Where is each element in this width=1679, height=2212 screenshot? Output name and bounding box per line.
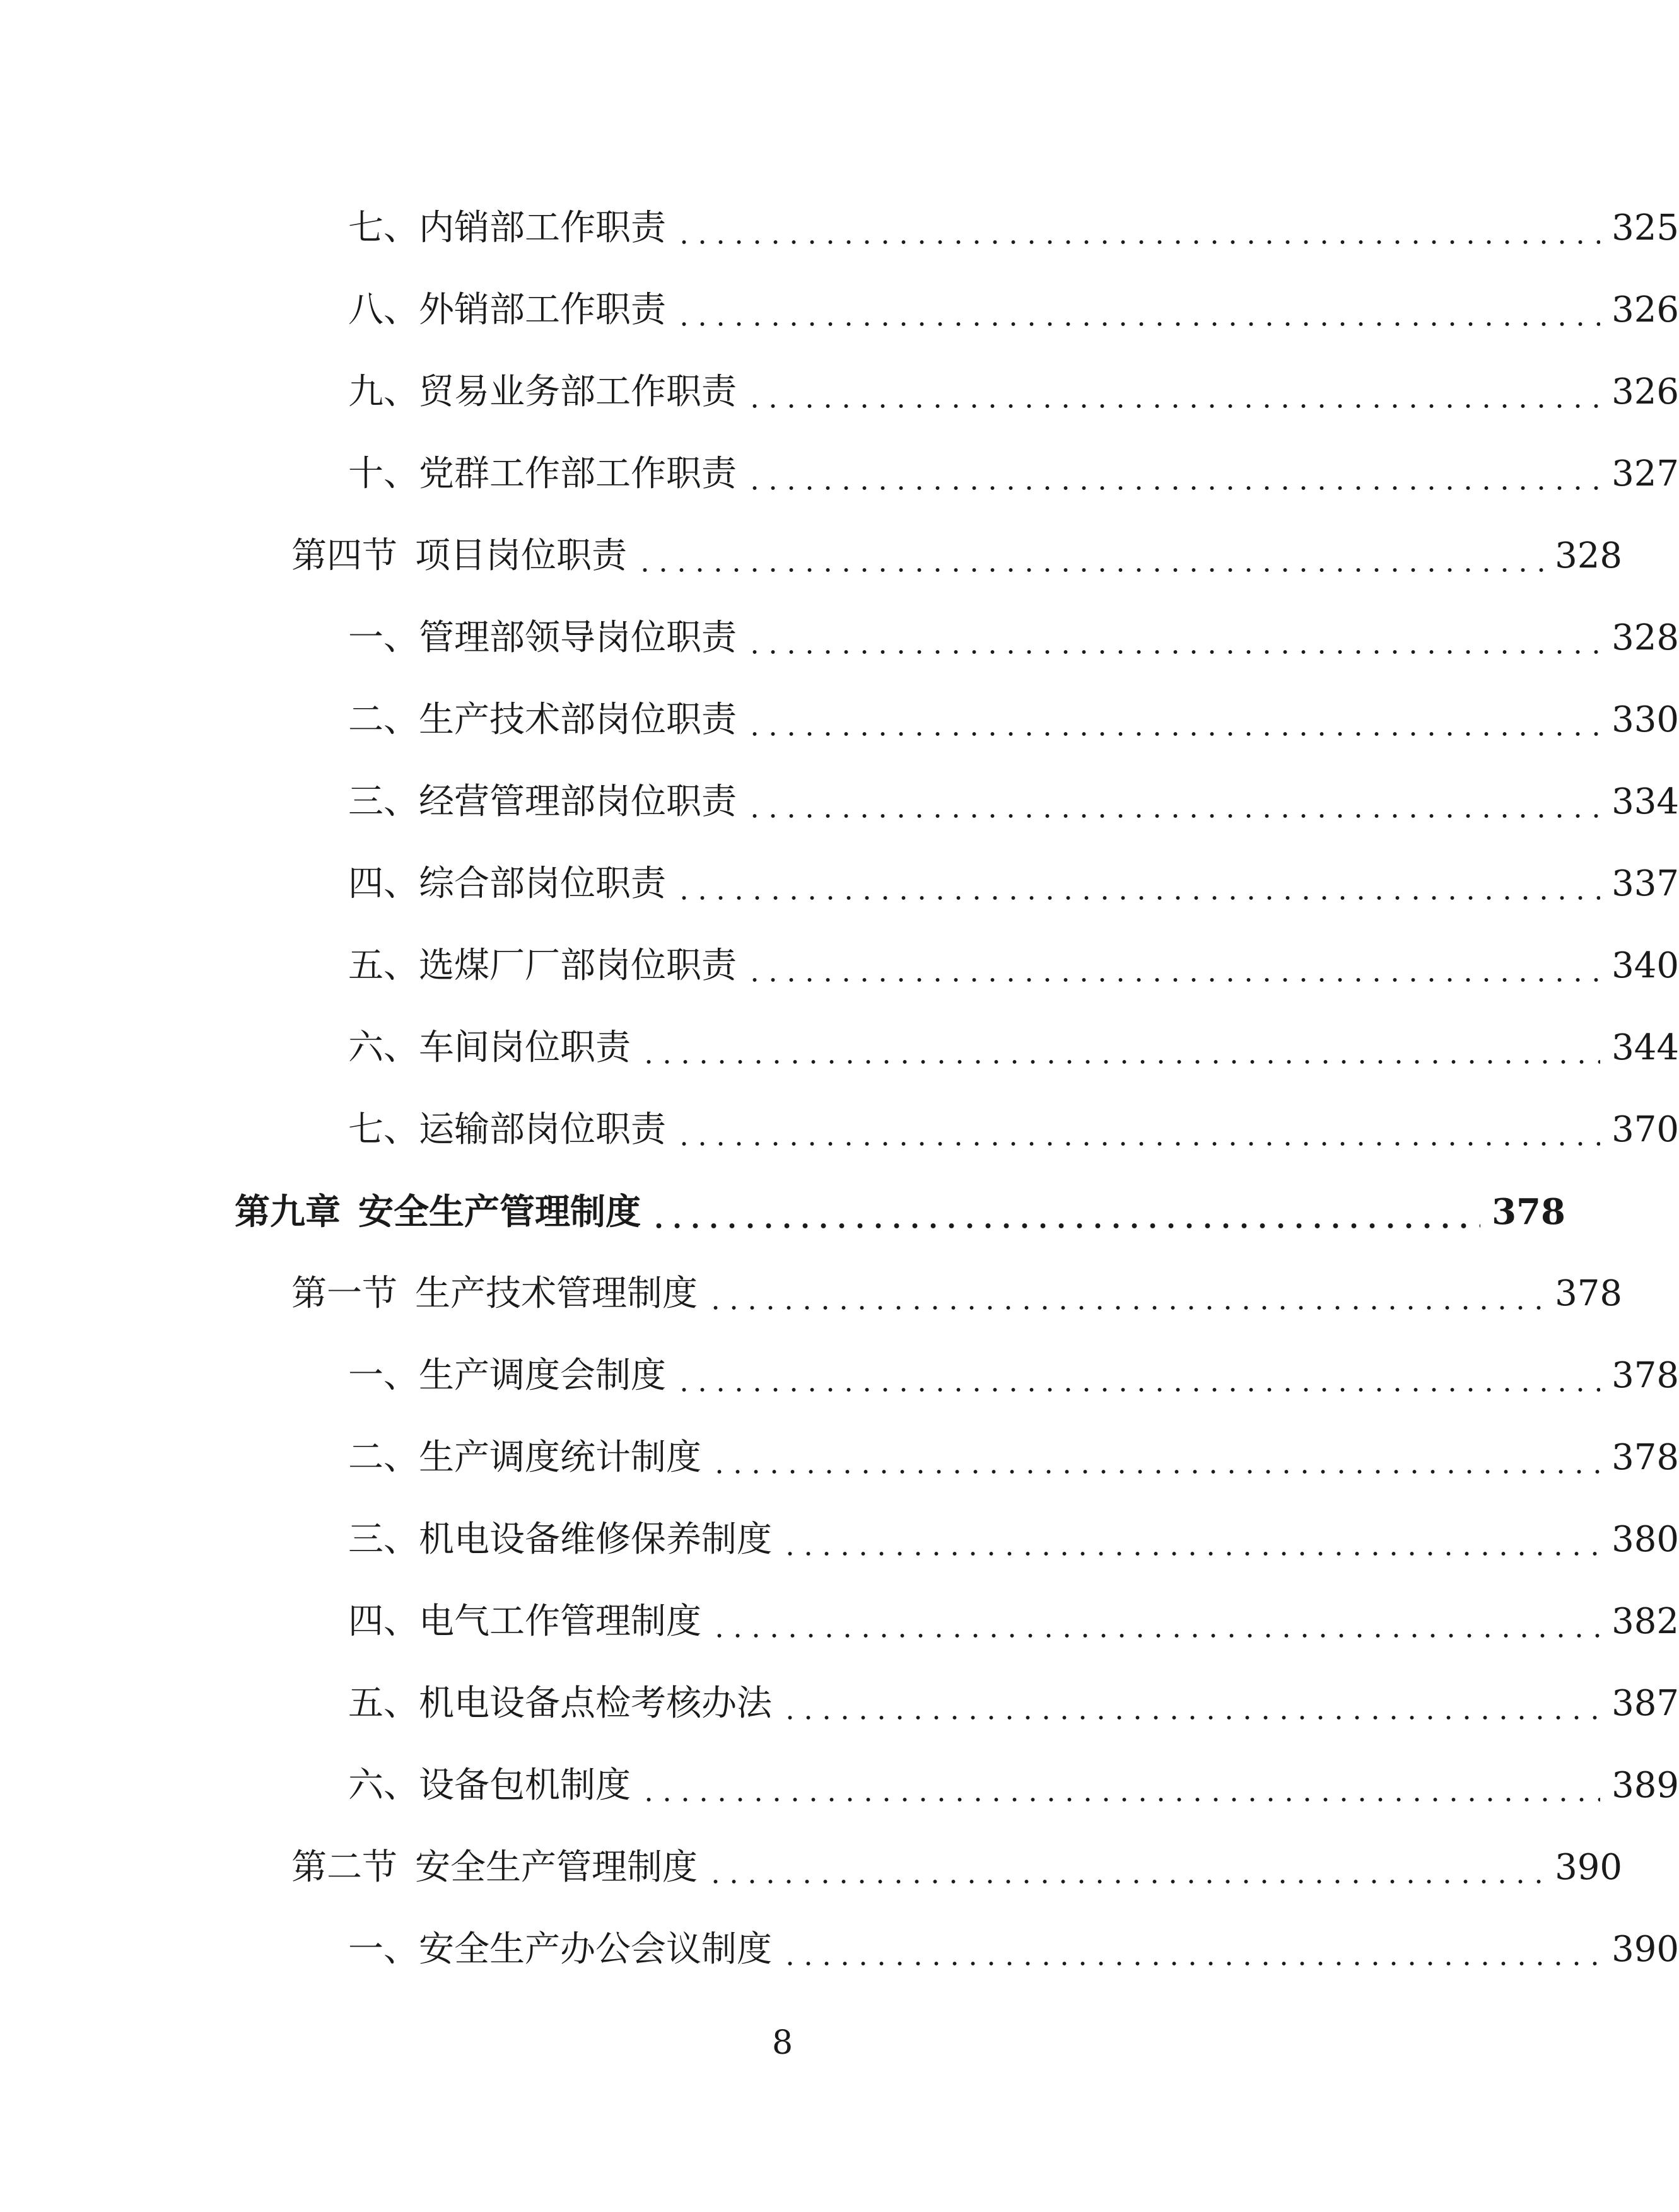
dot-leader [675, 269, 1600, 351]
toc-entry[interactable] [0, 1089, 1679, 1171]
toc-entry-title: 机电设备维修保养制度 [419, 1519, 772, 1560]
toc-chapter-title: 安全生产管理制度 [358, 1191, 641, 1233]
toc-entry-title: 运输部岗位职责 [419, 1109, 666, 1150]
toc-section-number: 第二节 [291, 1847, 397, 1888]
toc-entry[interactable] [0, 843, 1679, 925]
toc-entry-page: 378 [1612, 1437, 1679, 1478]
toc-entry-page: 328 [1612, 617, 1679, 658]
toc-entry-number: 六、 [348, 1027, 419, 1068]
toc-section-title: 项目岗位职责 [415, 535, 627, 576]
toc-entry-number: 五、 [348, 945, 419, 986]
toc-entry[interactable] [0, 597, 1679, 679]
page-number: 8 [771, 2024, 793, 2062]
toc-entry-page: 378 [1492, 1191, 1565, 1233]
toc-entry-number: 十、 [348, 453, 419, 494]
toc-entry-number: 二、 [348, 699, 419, 740]
dot-leader [706, 1827, 1543, 1909]
dot-leader [710, 1417, 1600, 1499]
toc-entry-title: 内销部工作职责 [419, 207, 666, 248]
toc-entry-page: 327 [1612, 453, 1679, 494]
toc-entry-page: 340 [1612, 945, 1679, 986]
dot-leader [746, 761, 1600, 843]
toc-entry[interactable] [0, 1335, 1679, 1417]
toc-entry[interactable] [0, 1581, 1679, 1663]
toc-entry-title: 设备包机制度 [419, 1765, 631, 1806]
toc-entry-title: 生产调度会制度 [419, 1355, 666, 1396]
toc-entry-number: 一、 [348, 1929, 419, 1970]
toc-section-entry[interactable] [0, 1827, 1622, 1909]
toc-entry-page: 326 [1612, 371, 1679, 412]
dot-leader [675, 1335, 1600, 1417]
toc-entry-number: 六、 [348, 1765, 419, 1806]
toc-section-title: 安全生产管理制度 [415, 1847, 698, 1888]
toc-chapter-number: 第九章 [235, 1191, 341, 1233]
toc-entry-title: 外销部工作职责 [419, 289, 666, 330]
toc-entry-title: 选煤厂厂部岗位职责 [419, 945, 737, 986]
dot-leader [640, 1007, 1600, 1089]
toc-entry-title: 管理部领导岗位职责 [419, 617, 737, 658]
dot-leader [706, 1253, 1543, 1335]
toc-entry-page: 326 [1612, 289, 1679, 330]
dot-leader [636, 515, 1543, 597]
toc-entry-page: 337 [1612, 863, 1679, 904]
toc-entry-number: 一、 [348, 617, 419, 658]
toc-entry[interactable] [0, 1909, 1679, 1991]
toc-entry-title: 生产技术部岗位职责 [419, 699, 737, 740]
toc-entry[interactable] [0, 269, 1679, 351]
toc-entry-number: 七、 [348, 207, 419, 248]
toc-entry-page: 389 [1612, 1765, 1679, 1806]
dot-leader [746, 925, 1600, 1007]
dot-leader [746, 433, 1600, 515]
toc-entry[interactable] [0, 679, 1679, 761]
toc-entry-page: 380 [1612, 1519, 1679, 1560]
toc-entry-number: 四、 [348, 863, 419, 904]
toc-entry-title: 综合部岗位职责 [419, 863, 666, 904]
dot-leader [710, 1581, 1600, 1663]
dot-leader [675, 1089, 1600, 1171]
dot-leader [781, 1499, 1600, 1581]
dot-leader [746, 679, 1600, 761]
toc-entry-title: 贸易业务部工作职责 [419, 371, 737, 412]
toc-entry-page: 390 [1612, 1929, 1679, 1970]
toc-entry-number: 七、 [348, 1109, 419, 1150]
toc-entry-number: 四、 [348, 1601, 419, 1642]
toc-entry-page: 378 [1612, 1355, 1679, 1396]
toc-entry-number: 三、 [348, 781, 419, 822]
toc-entry-page: 382 [1612, 1601, 1679, 1642]
toc-entry-page: 334 [1612, 781, 1679, 822]
dot-leader [640, 1745, 1600, 1827]
toc-entry-title: 车间岗位职责 [419, 1027, 631, 1068]
toc-entry-title: 安全生产办公会议制度 [419, 1929, 772, 1970]
toc-entry[interactable] [0, 1499, 1679, 1581]
toc-entry-number: 五、 [348, 1683, 419, 1724]
toc-entry-page: 330 [1612, 699, 1679, 740]
toc-entry-page: 370 [1612, 1109, 1679, 1150]
toc-entry-page: 328 [1555, 535, 1622, 576]
toc-section-number: 第四节 [291, 535, 397, 576]
toc-entry[interactable] [0, 1663, 1679, 1745]
dot-leader [675, 843, 1600, 925]
toc-entry-title: 生产调度统计制度 [419, 1437, 701, 1478]
toc-entry-title: 电气工作管理制度 [419, 1601, 701, 1642]
toc-entry[interactable] [0, 1417, 1679, 1499]
toc-entry-number: 九、 [348, 371, 419, 412]
toc-chapter-entry[interactable] [0, 1171, 1565, 1253]
toc-entry-page: 344 [1612, 1027, 1679, 1068]
toc-entry[interactable] [0, 1745, 1679, 1827]
toc-entry-title: 党群工作部工作职责 [419, 453, 737, 494]
dot-leader [781, 1909, 1600, 1991]
toc-section-number: 第一节 [291, 1273, 397, 1314]
toc-entry-title: 经营管理部岗位职责 [419, 781, 737, 822]
toc-entry-page: 387 [1612, 1683, 1679, 1724]
dot-leader [650, 1171, 1480, 1253]
dot-leader [675, 187, 1600, 269]
toc-entry-number: 一、 [348, 1355, 419, 1396]
toc-entry[interactable] [0, 187, 1679, 269]
toc-entry-title: 机电设备点检考核办法 [419, 1683, 772, 1724]
toc-section-entry[interactable] [0, 1253, 1622, 1335]
toc-entry-page: 378 [1555, 1273, 1622, 1314]
toc-section-entry[interactable] [0, 515, 1622, 597]
toc-entry-number: 八、 [348, 289, 419, 330]
toc-entry-page: 390 [1555, 1847, 1622, 1888]
toc-entry[interactable] [0, 351, 1679, 433]
toc-entry[interactable] [0, 925, 1679, 1007]
dot-leader [781, 1663, 1600, 1745]
toc-entry[interactable] [0, 761, 1679, 843]
dot-leader [746, 597, 1600, 679]
dot-leader [746, 351, 1600, 433]
toc-entry[interactable] [0, 1007, 1679, 1089]
toc-entry-number: 二、 [348, 1437, 419, 1478]
toc-entry-number: 三、 [348, 1519, 419, 1560]
toc-entry[interactable] [0, 433, 1679, 515]
toc-entry-page: 325 [1612, 207, 1679, 248]
toc-section-title: 生产技术管理制度 [415, 1273, 698, 1314]
